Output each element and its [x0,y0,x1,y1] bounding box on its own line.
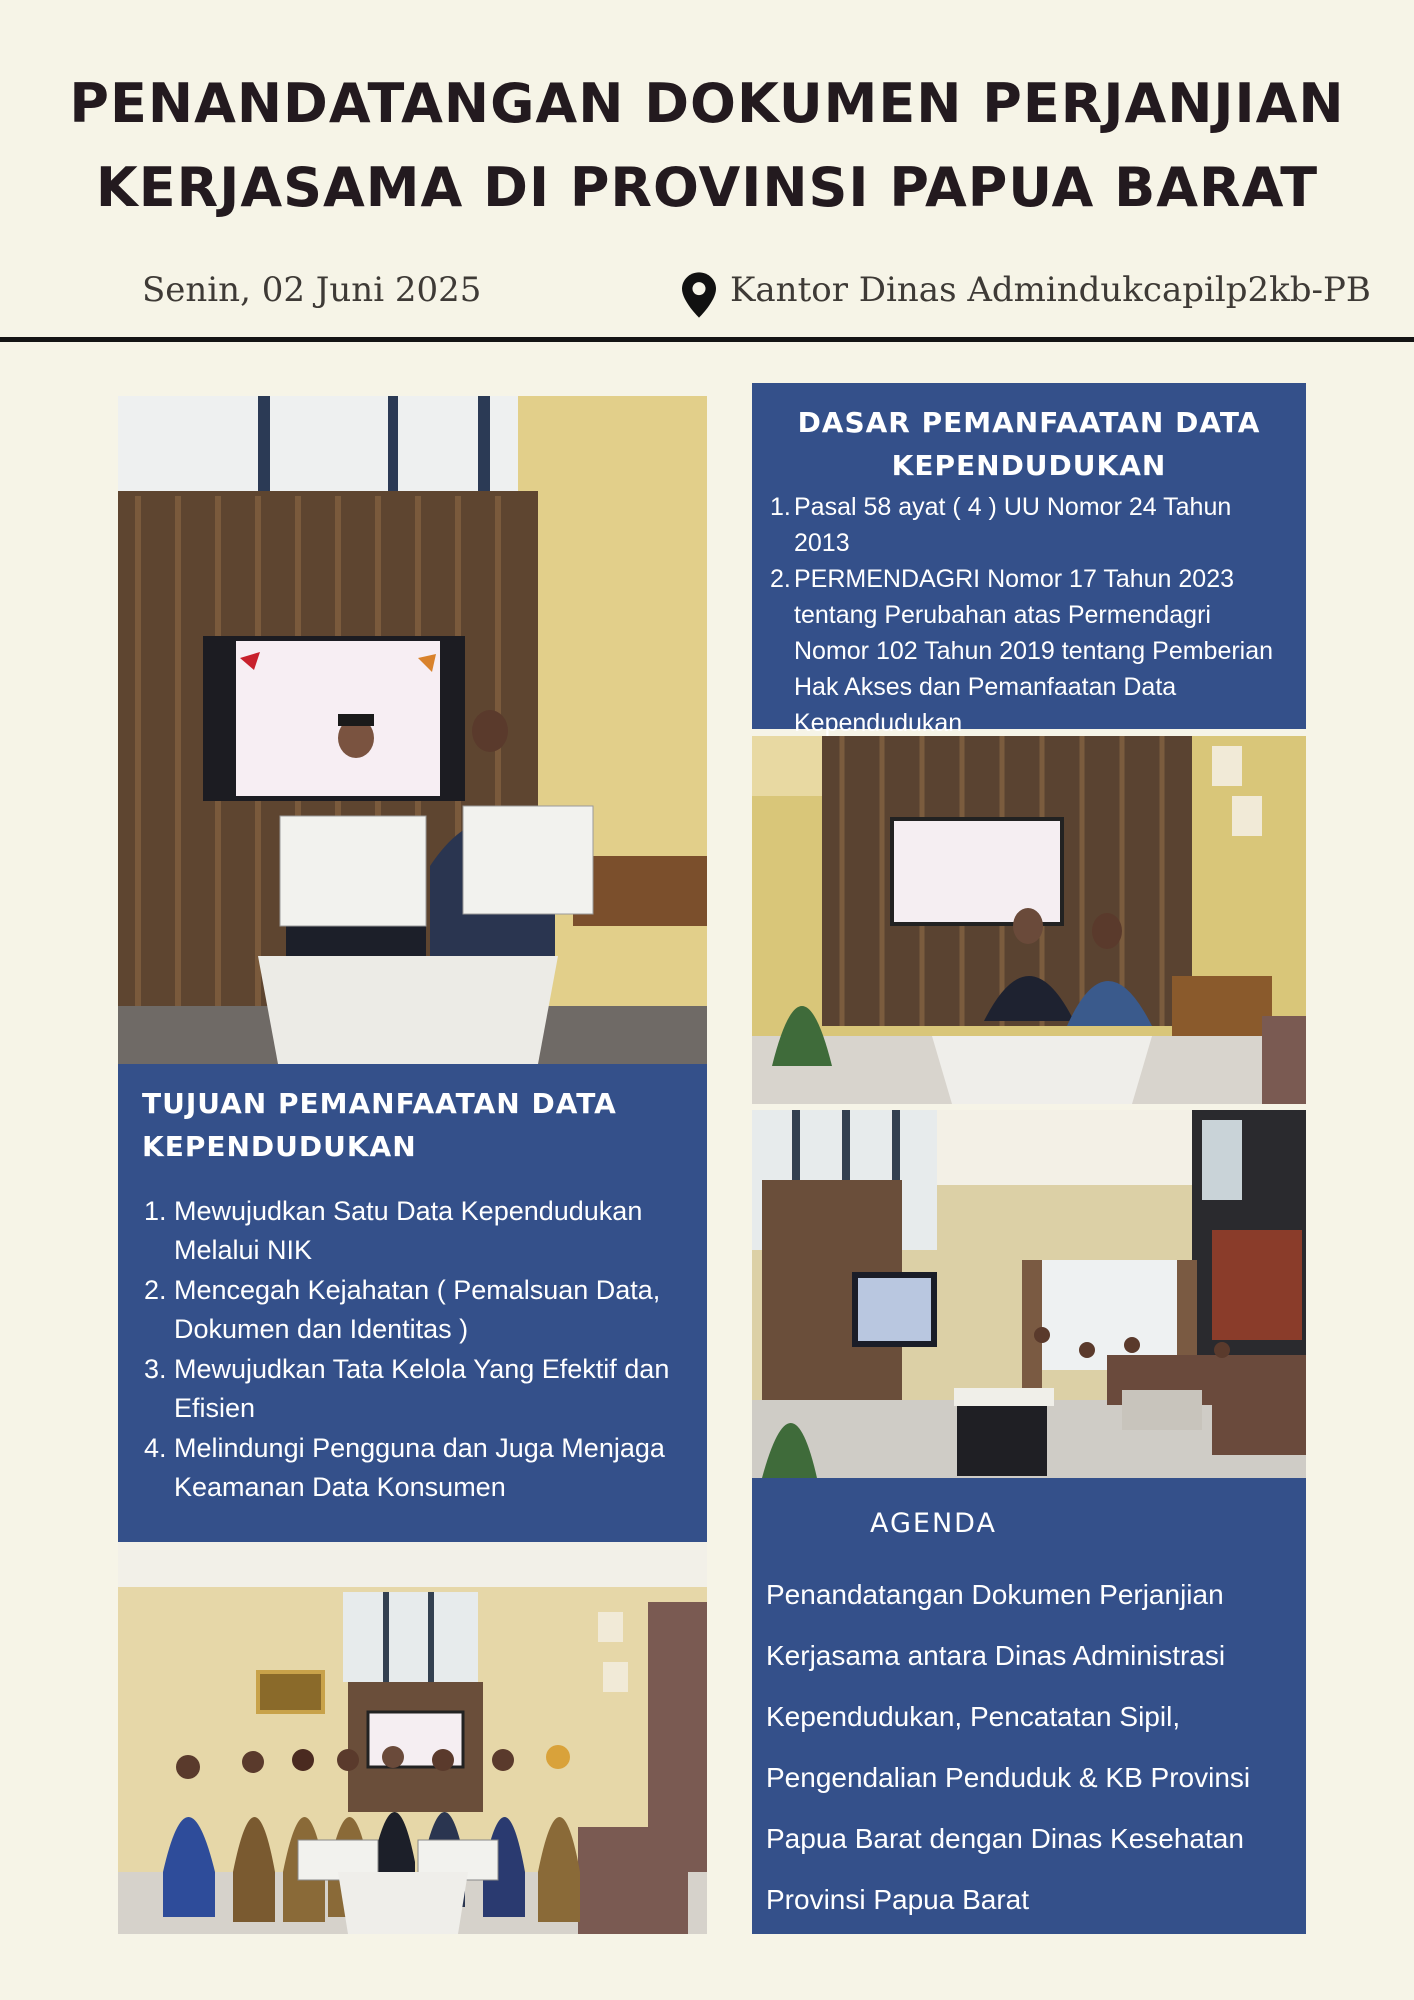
tujuan-item-3: 3. Mewujudkan Tata Kelola Yang Efektif dan Efisien [144,1354,670,1423]
tujuan-item-1: 1. Mewujudkan Satu Data Kependudukan Melalui NIK [144,1196,643,1265]
tujuan-title: TUJUAN PEMANFAATAN DATA KEPENDUDUKAN [142,1087,617,1163]
event-date: Senin, 02 Juni 2025 [142,270,482,310]
agenda-text: Penandatangan Dokumen Perjanjian Kerjasama antara Dinas Administrasi Kependudukan, Pencatatan Sipil, Pengendalian Penduduk & KB Provinsi Papua Barat dengan Dinas Kesehatan Provinsi Papua Barat [766,1579,1251,1915]
title-line-2: KERJASAMA DI PROVINSI PAPUA BARAT [95,156,1319,219]
agenda-panel [752,1478,1306,1934]
dasar-panel [752,383,1306,737]
agenda-title: AGENDA [870,1508,997,1539]
dasar-list [770,489,1290,741]
photo-group [118,1542,707,1934]
photo-meeting-room [752,1110,1306,1478]
tujuan-item-2: 2. Mencegah Kejahatan ( Pemalsuan Data, Dokumen dan Identitas ) [144,1275,661,1344]
tujuan-list [144,1192,684,1508]
photo-signing-table [752,736,1306,1104]
title-line-1: PENANDATANGAN DOKUMEN PERJANJIAN [69,72,1345,135]
photo-signing-ceremony [118,396,707,1064]
page-title [0,62,1414,230]
header-divider [0,337,1414,342]
dasar-item-1: 1. Pasal 58 ayat ( 4 ) UU Nomor 24 Tahun 2013 [770,493,1232,557]
event-location: Kantor Dinas Admindukcapilp2kb-PB [730,270,1371,310]
map-pin-icon [682,272,716,318]
dasar-title: DASAR PEMANFAATAN DATA KEPENDUDUKAN [797,406,1261,482]
tujuan-panel [118,1064,707,1542]
tujuan-item-4: 4. Melindungi Pengguna dan Juga Menjaga Keamanan Data Konsumen [144,1433,665,1502]
dasar-item-2: 2. PERMENDAGRI Nomor 17 Tahun 2023 tentang Perubahan atas Permendagri Nomor 102 Tahun 2019 tentang Pemberian Hak Akses dan Pemanfaatan Data Kependudukan [770,565,1274,737]
